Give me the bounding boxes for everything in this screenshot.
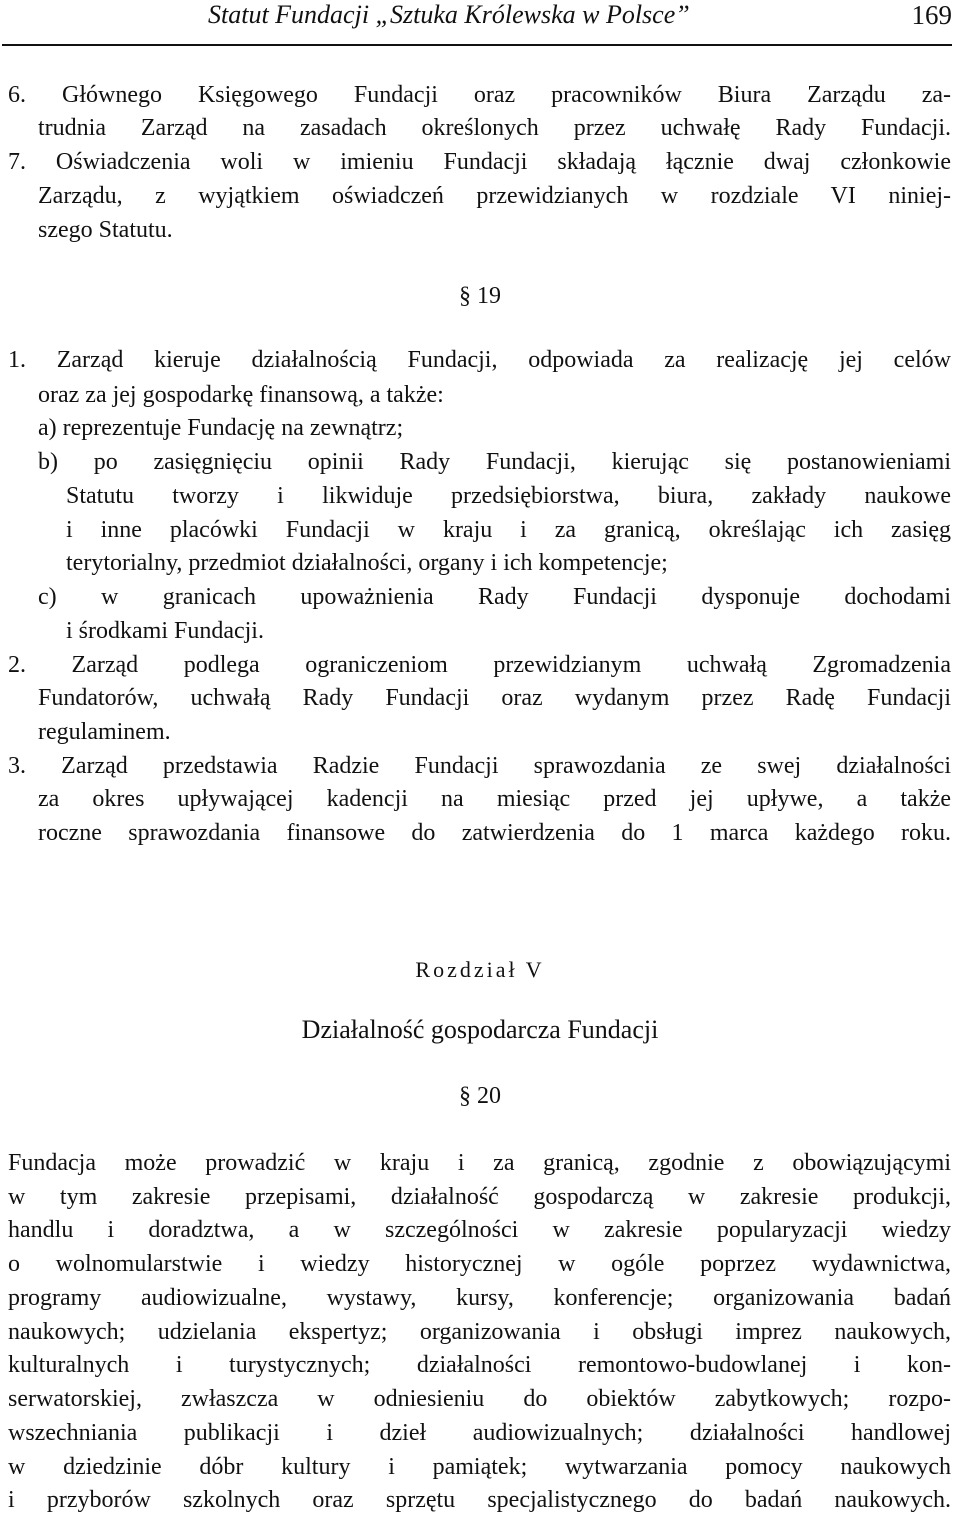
page-number: 169 [911, 0, 952, 30]
paragraph-line: serwatorskiej, zwłaszcza w odniesieniu do obiektów zabytkowych; rozpo- [8, 1386, 951, 1412]
header-rule [2, 44, 952, 46]
list-item-line: terytorialny, przedmiot działalności, organy i ich kompetencje; [66, 550, 668, 576]
paragraph-line: Zarządu, z wyjątkiem oświadczeń przewidzianych w rozdziale VI niniej- [38, 183, 951, 209]
paragraph-line: trudnia Zarząd na zasadach określonych przez uchwałę Rady Fundacji. [38, 115, 951, 141]
chapter-title: Działalność gospodarcza Fundacji [301, 1015, 659, 1044]
paragraph-line: 2. Zarząd podlega ograniczeniom przewidzianym uchwałą Zgromadzenia [8, 652, 951, 678]
paragraph-line: 1. Zarząd kieruje działalnością Fundacji, odpowiada za realizację jej celów [8, 347, 951, 373]
section-heading: § 19 [459, 283, 501, 309]
paragraph-line: roczne sprawozdania finansowe do zatwierdzenia do 1 marca każdego roku. [38, 820, 951, 846]
paragraph-line: w dziedzinie dóbr kultury i pamiątek; wytwarzania pomocy naukowych [8, 1454, 951, 1480]
list-item-line: a) reprezentuje Fundację na zewnątrz; [38, 415, 404, 441]
paragraph-line: 6. Głównego Księgowego Fundacji oraz pracowników Biura Zarządu za- [8, 82, 951, 108]
paragraph-line: za okres upływającej kadencji na miesiąc przed jej upływe, a także [38, 786, 951, 812]
paragraph-line: wszechniania publikacji i dzieł audiowizualnych; działalności handlowej [8, 1420, 951, 1446]
paragraph-line: Fundacja może prowadzić w kraju i za granicą, zgodnie z obowiązującymi [8, 1150, 951, 1176]
paragraph-line: handlu i doradztwa, a w szczególności w zakresie popularyzacji wiedzy [8, 1217, 951, 1243]
paragraph-line: 7. Oświadczenia woli w imieniu Fundacji składają łącznie dwaj członkowie [8, 149, 951, 175]
paragraph-line: naukowych; udzielania ekspertyz; organizowania i obsługi imprez naukowych, [8, 1319, 951, 1345]
paragraph-line: kulturalnych i turystycznych; działalności remontowo-budowlanej i kon- [8, 1352, 951, 1378]
paragraph-line: i przyborów szkolnych oraz sprzętu specjalistycznego do badań naukowych. [8, 1487, 951, 1513]
paragraph-line: programy audiowizualne, wystawy, kursy, konferencje; organizowania badań [8, 1285, 951, 1311]
list-item-line: b) po zasięgnięciu opinii Rady Fundacji, kierując się postanowieniami [38, 449, 951, 475]
section-heading: § 20 [459, 1083, 501, 1109]
chapter-heading: Rozdział V [415, 957, 545, 982]
list-item-line: Statutu tworzy i likwiduje przedsiębiorstwa, biura, zakłady naukowe [66, 483, 951, 509]
running-title: Statut Fundacji „Sztuka Królewska w Polsce” [208, 0, 690, 29]
paragraph-line: szego Statutu. [38, 217, 173, 243]
running-header [0, 0, 952, 40]
list-item-line: i inne placówki Fundacji w kraju i za granicą, określając ich zasięg [66, 517, 951, 543]
paragraph-line: w tym zakresie przepisami, działalność gospodarczą w zakresie produkcji, [8, 1184, 951, 1210]
paragraph-line: o wolnomularstwie i wiedzy historycznej w ogóle poprzez wydawnictwa, [8, 1251, 951, 1277]
paragraph-line: 3. Zarząd przedstawia Radzie Fundacji sprawozdania ze swej działalności [8, 753, 951, 779]
paragraph-line: oraz za jej gospodarkę finansową, a także: [38, 382, 444, 408]
paragraph-line: regulaminem. [38, 719, 171, 745]
paragraph-line: Fundatorów, uchwałą Rady Fundacji oraz wydanym przez Radę Fundacji [38, 685, 951, 711]
list-item-line: c) w granicach upoważnienia Rady Fundacji dysponuje dochodami [38, 584, 951, 610]
list-item-line: i środkami Fundacji. [66, 618, 264, 644]
